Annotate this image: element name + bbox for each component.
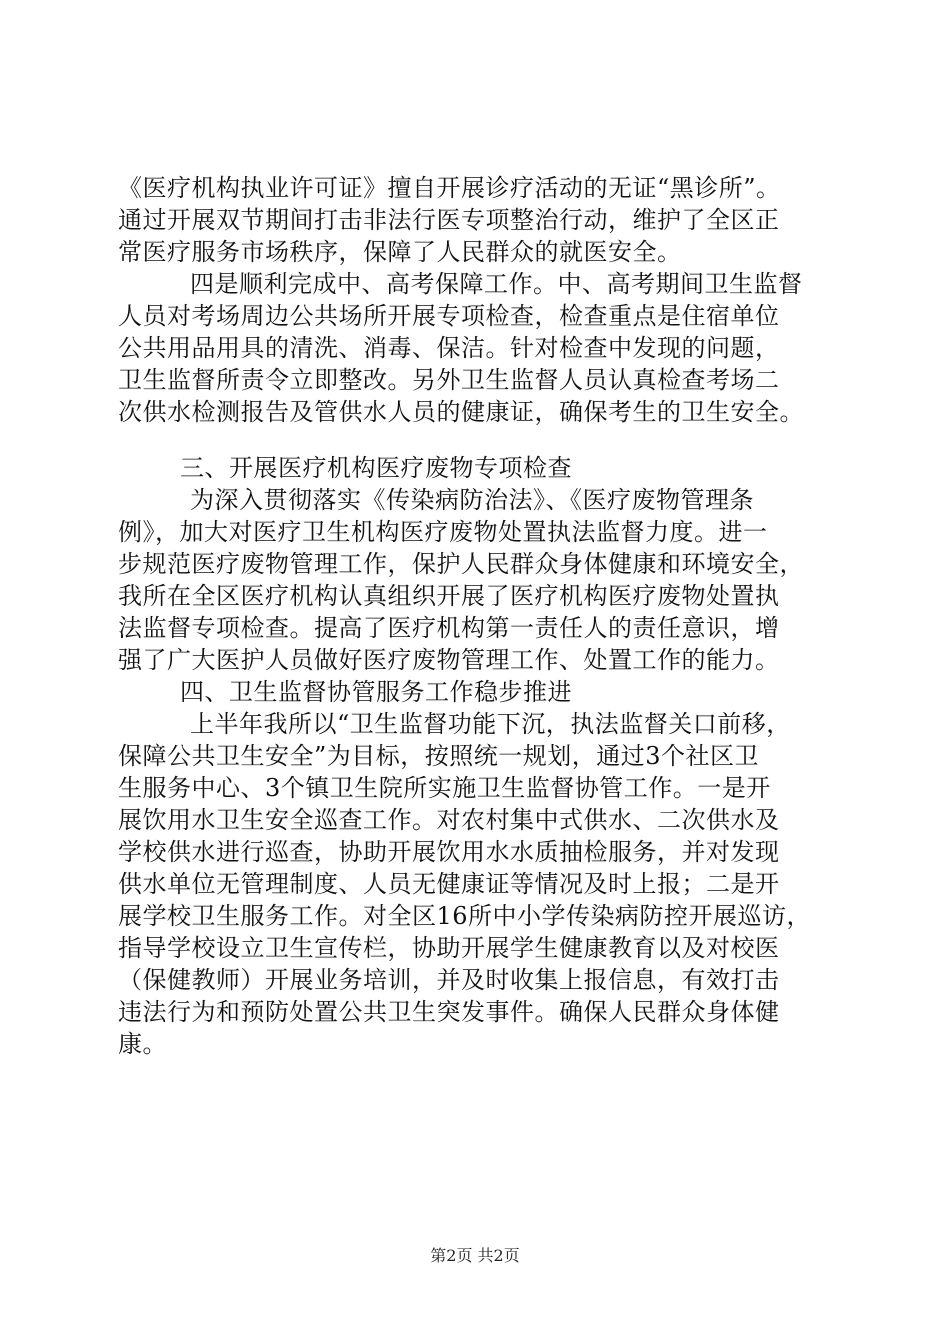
paragraph-line: 供水单位无管理制度、人员无健康证等情况及时上报；二是开 xyxy=(118,870,780,898)
paragraph-line: 学校供水进行巡查，协助开展饮用水水质抽检服务，并对发现 xyxy=(118,838,780,866)
paragraph-line: 次供水检测报告及管供水人员的健康证，确保考生的卫生安全。 xyxy=(118,398,804,426)
paragraph-line: 康。 xyxy=(118,1030,167,1058)
paragraph-line: 为深入贯彻落实《传染病防治法》、《医疗废物管理条 xyxy=(190,486,754,514)
paragraph-line: 生服务中心、3个镇卫生院所实施卫生监督协管工作。一是开 xyxy=(118,774,771,802)
paragraph-line: 公共用品用具的清洗、消毒、保洁。针对检查中发现的问题， xyxy=(118,334,780,362)
paragraph-line: 我所在全区医疗机构认真组织开展了医疗机构医疗废物处置执 xyxy=(118,582,780,610)
paragraph-line: 常医疗服务市场秩序，保障了人民群众的就医安全。 xyxy=(118,238,682,266)
paragraph-line: 上半年我所以“卫生监督功能下沉，执法监督关口前移， xyxy=(190,710,791,738)
paragraph-line: 通过开展双节期间打击非法行医专项整治行动，维护了全区正 xyxy=(118,206,780,234)
paragraph-line: 步规范医疗废物管理工作，保护人民群众身体健康和环境安全， xyxy=(118,550,804,578)
section-heading: 四、卫生监督协管服务工作稳步推进 xyxy=(180,678,572,706)
paragraph-line: 展学校卫生服务工作。对全区16所中小学传染病防控开展巡访， xyxy=(118,902,812,930)
paragraph-line: （保健教师）开展业务培训，并及时收集上报信息，有效打击 xyxy=(118,966,780,994)
paragraph-line: 人员对考场周边公共场所开展专项检查，检查重点是住宿单位 xyxy=(118,302,780,330)
paragraph-line: 《医疗机构执业许可证》擅自开展诊疗活动的无证“黑诊所”。 xyxy=(118,174,781,202)
paragraph-line: 卫生监督所责令立即整改。另外卫生监督人员认真检查考场二 xyxy=(118,366,780,394)
paragraph-line: 保障公共卫生安全”为目标，按照统一规划，通过3个社区卫 xyxy=(118,742,760,770)
paragraph-line: 指导学校设立卫生宣传栏，协助开展学生健康教育以及对校医 xyxy=(118,934,780,962)
paragraph-line: 强了广大医护人员做好医疗废物管理工作、处置工作的能力。 xyxy=(118,646,780,674)
section-heading: 三、开展医疗机构医疗废物专项检查 xyxy=(180,454,572,482)
paragraph-line: 展饮用水卫生安全巡查工作。对农村集中式供水、二次供水及 xyxy=(118,806,780,834)
page-number-footer: 第2页 共2页 xyxy=(430,1246,520,1265)
paragraph-line: 违法行为和预防处置公共卫生突发事件。确保人民群众身体健 xyxy=(118,998,780,1026)
paragraph-line: 例》，加大对医疗卫生机构医疗废物处置执法监督力度。进一 xyxy=(118,518,768,546)
paragraph-line: 四是顺利完成中、高考保障工作。中、高考期间卫生监督 xyxy=(190,270,803,298)
paragraph-line: 法监督专项检查。提高了医疗机构第一责任人的责任意识，增 xyxy=(118,614,780,642)
